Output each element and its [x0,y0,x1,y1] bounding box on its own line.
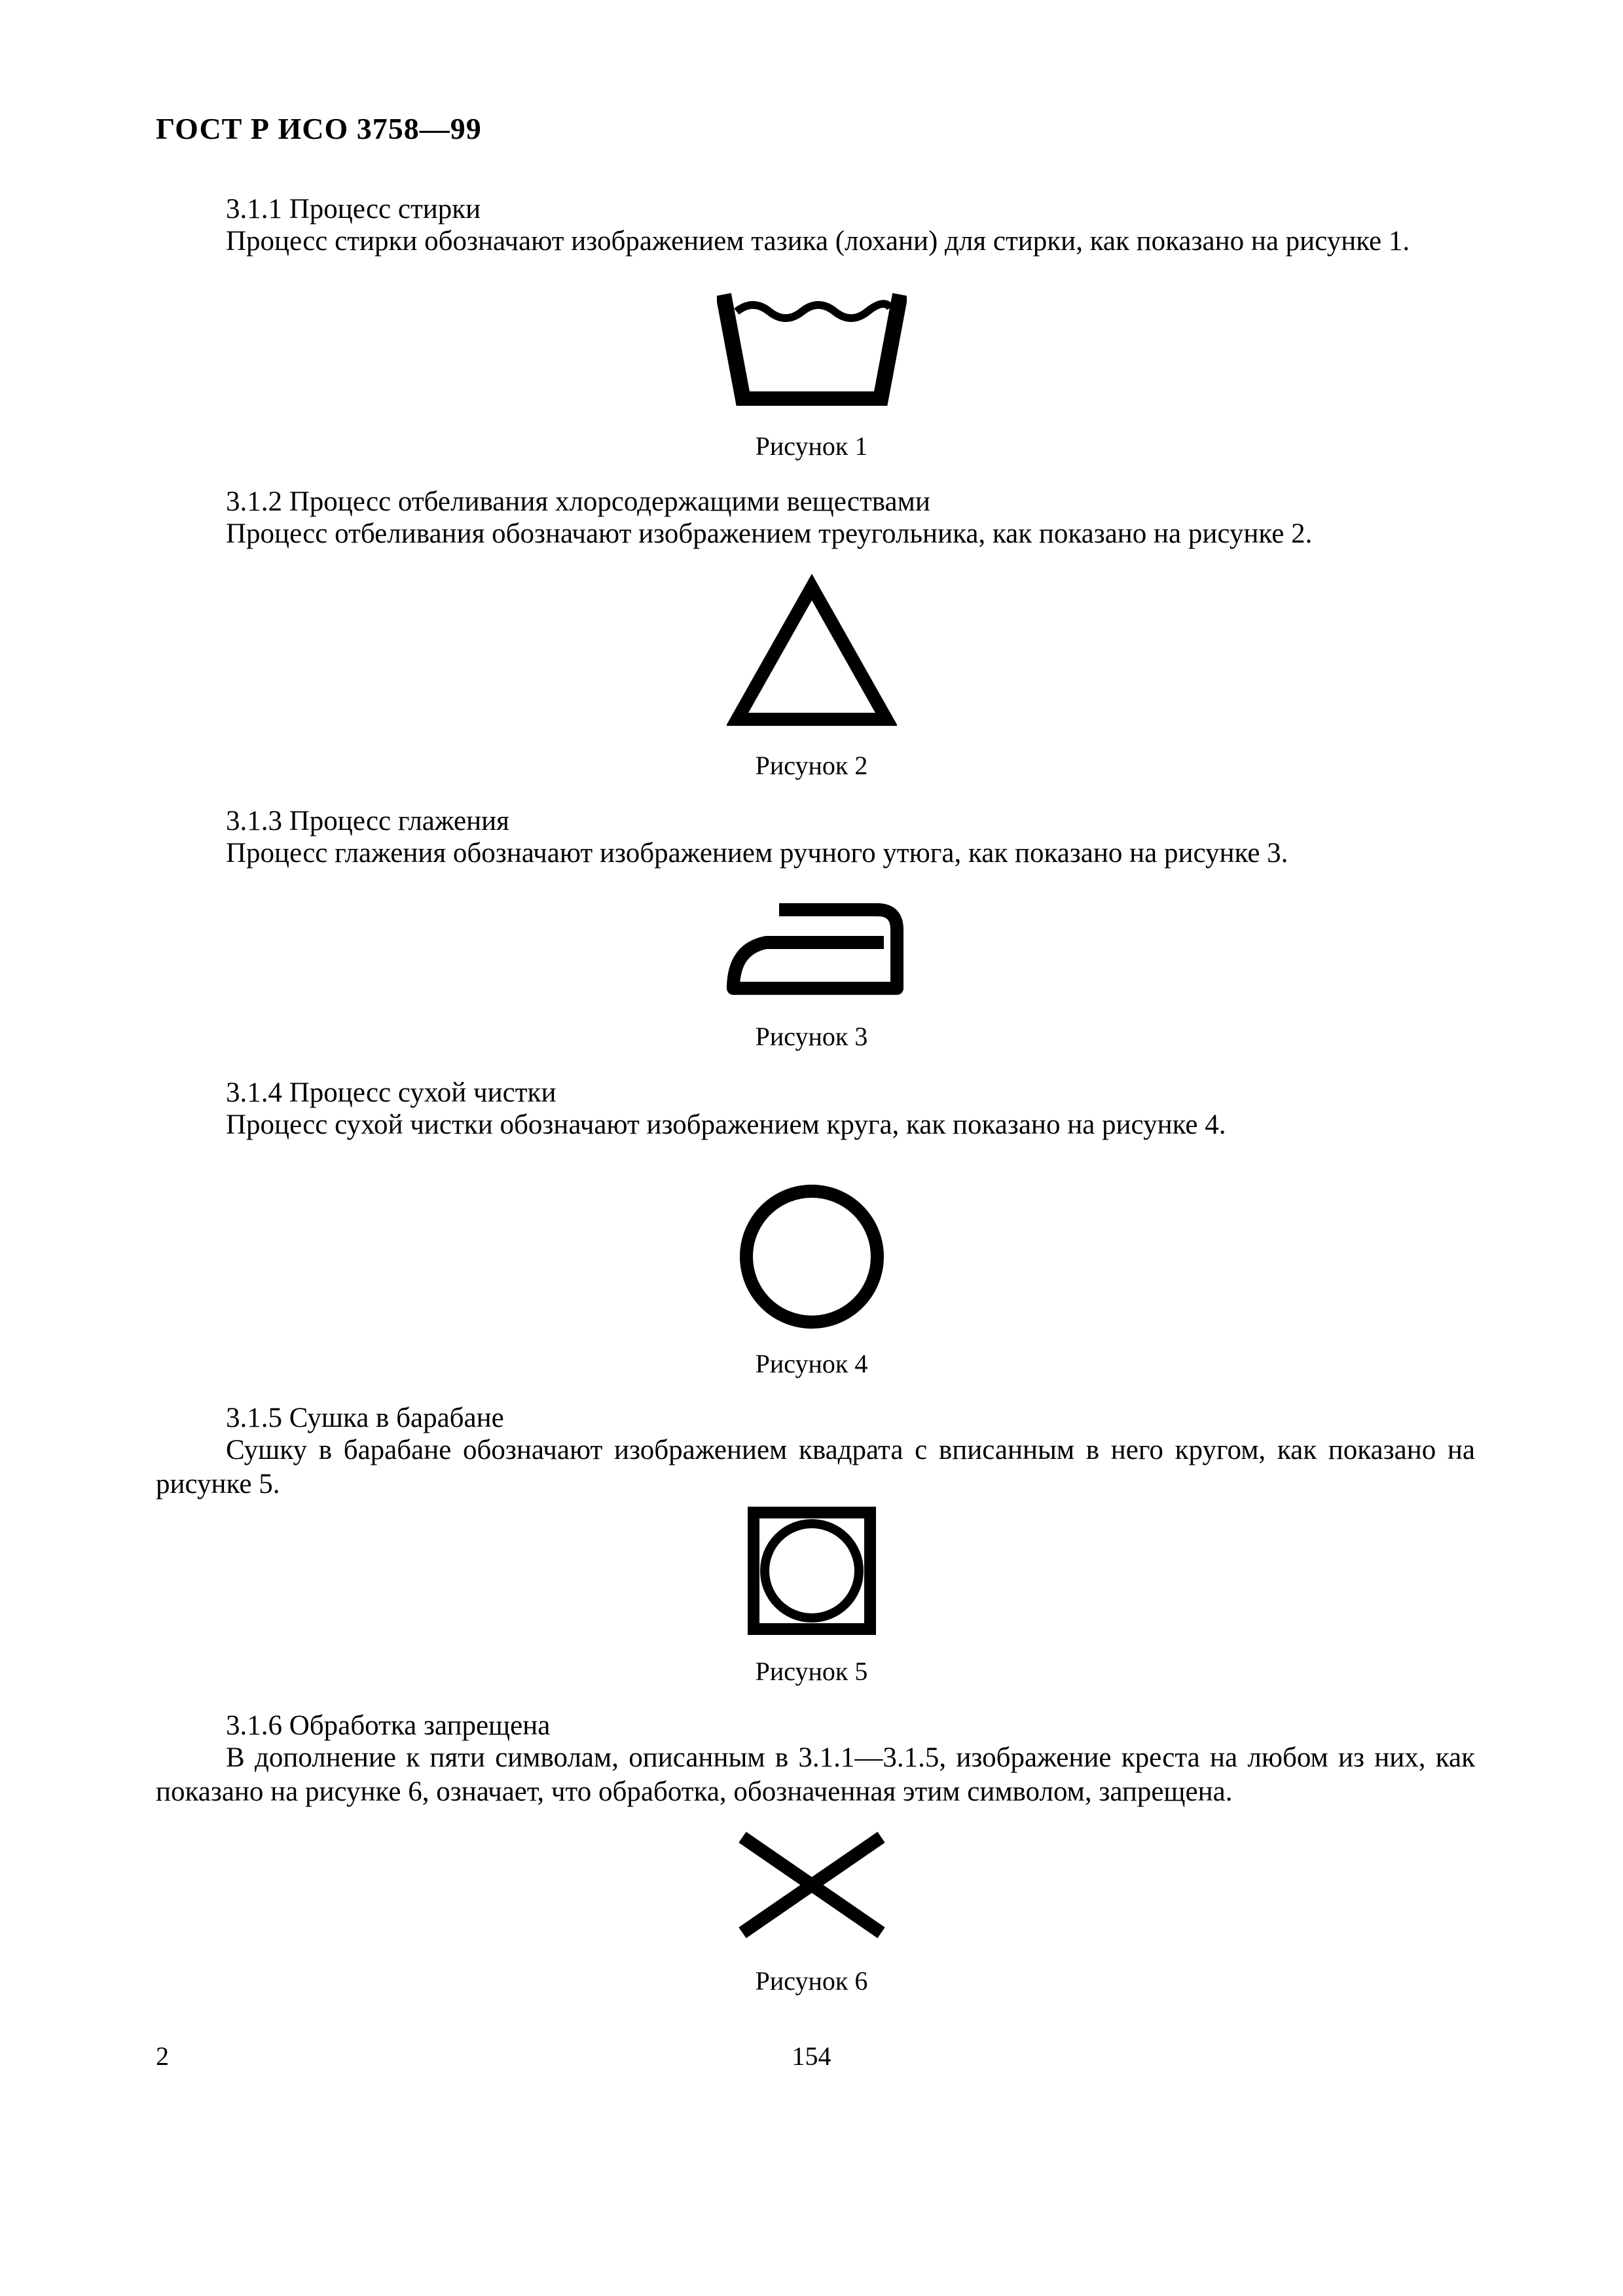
triangle-icon [727,573,897,733]
figure-caption-5: Рисунок 5 [755,1657,868,1686]
cross-icon [733,1829,890,1944]
circle-icon [733,1178,890,1338]
square-circle-icon [746,1505,877,1640]
section-title-3-1-5: 3.1.5 Сушка в барабане [226,1403,504,1433]
section-title-3-1-2: 3.1.2 Процесс отбеливания хлорсодержащими веществами [226,486,930,517]
section-text-3-1-5: Сушку в барабане обозначают изображением квадрата с вписанным в него кругом, как показано на рисунке 5. [156,1435,1475,1499]
page-number-left: 2 [156,2041,169,2071]
document-header: ГОСТ Р ИСО 3758—99 [156,112,482,145]
iron-icon [720,897,910,1005]
section-text-3-1-1: Процесс стирки обозначают изображением тазика (лохани) для стирки, как показано на рисунке 1. [226,226,1410,257]
section-text-3-1-3: Процесс глажения обозначают изображением ручного утюга, как показано на рисунке 3. [226,838,1288,869]
figure-caption-4: Рисунок 4 [755,1349,868,1378]
section-text-3-1-6: В дополнение к пяти символам, описанным в 3.1.1—3.1.5, изображение креста на любом из них, как показано на рисунке 6, означает, что обработка, обозначенная этим символом, запрещена. [156,1742,1475,1807]
section-text-3-1-2: Процесс отбеливания обозначают изображением треугольника, как показано на рисунке 2. [226,518,1313,549]
page-number-center: 154 [792,2041,831,2071]
section-text-3-1-4: Процесс сухой чистки обозначают изображением круга, как показано на рисунке 4. [226,1109,1226,1140]
section-title-3-1-3: 3.1.3 Процесс глажения [226,806,509,836]
figure-caption-3: Рисунок 3 [755,1022,868,1051]
section-title-3-1-1: 3.1.1 Процесс стирки [226,194,481,224]
section-title-3-1-4: 3.1.4 Процесс сухой чистки [226,1077,556,1108]
figure-caption-2: Рисунок 2 [755,751,868,780]
figure-caption-1: Рисунок 1 [755,431,868,461]
section-title-3-1-6: 3.1.6 Обработка запрещена [226,1710,551,1741]
washtub-icon [717,288,907,409]
figure-caption-6: Рисунок 6 [755,1966,868,1996]
